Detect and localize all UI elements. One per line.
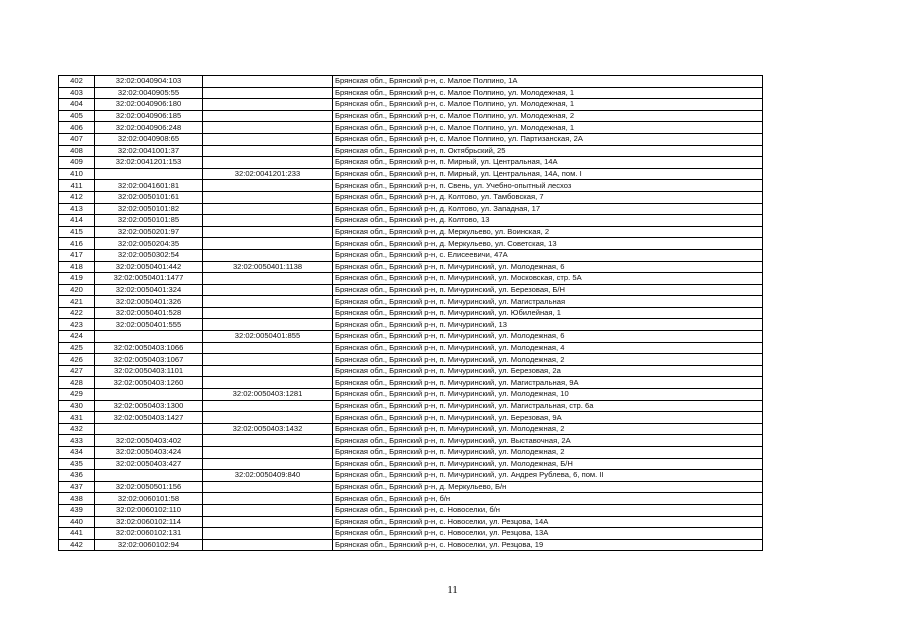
- table-row: [59, 133, 763, 145]
- row-number-cell: 405: [59, 110, 95, 122]
- row-number-cell: 441: [59, 528, 95, 540]
- table-row: [59, 481, 763, 493]
- address-cell: Брянская обл., Брянский р-н, п. Мичуринский, ул. Молодежная, 10: [333, 389, 763, 401]
- table-row: [59, 157, 763, 169]
- table-row: [59, 435, 763, 447]
- address-cell: Брянская обл., Брянский р-н, с. Малое Полпино, ул. Партизанская, 2А: [333, 133, 763, 145]
- related-cadastral-number-cell: [203, 122, 333, 134]
- row-number-cell: 430: [59, 400, 95, 412]
- address-cell: Брянская обл., Брянский р-н, с. Елисеевичи, 47А: [333, 249, 763, 261]
- related-cadastral-number-cell: [203, 400, 333, 412]
- cadastral-number-cell: 32:02:0050403:1067: [95, 354, 203, 366]
- table-row: [59, 389, 763, 401]
- row-number-cell: 413: [59, 203, 95, 215]
- row-number-cell: 412: [59, 191, 95, 203]
- address-cell: Брянская обл., Брянский р-н, д. Меркульево, ул. Советская, 13: [333, 238, 763, 250]
- related-cadastral-number-cell: [203, 110, 333, 122]
- row-number-cell: 416: [59, 238, 95, 250]
- table-row: [59, 412, 763, 424]
- related-cadastral-number-cell: [203, 528, 333, 540]
- related-cadastral-number-cell: [203, 516, 333, 528]
- table-row: [59, 458, 763, 470]
- address-cell: Брянская обл., Брянский р-н, п. Мичуринский, ул. Молодежная, 4: [333, 342, 763, 354]
- related-cadastral-number-cell: [203, 145, 333, 157]
- address-cell: Брянская обл., Брянский р-н, д. Колтово, ул. Западная, 17: [333, 203, 763, 215]
- table-row: [59, 423, 763, 435]
- row-number-cell: 415: [59, 226, 95, 238]
- table-row: [59, 539, 763, 551]
- cadastral-number-cell: 32:02:0041601:81: [95, 180, 203, 192]
- address-cell: Брянская обл., Брянский р-н, п. Мичуринский, ул. Молодежная, Б/Н: [333, 458, 763, 470]
- address-cell: Брянская обл., Брянский р-н, с. Малое Полпино, ул. Молодежная, 1: [333, 122, 763, 134]
- row-number-cell: 427: [59, 365, 95, 377]
- related-cadastral-number-cell: [203, 238, 333, 250]
- cadastral-number-cell: 32:02:0060101:58: [95, 493, 203, 505]
- related-cadastral-number-cell: [203, 180, 333, 192]
- address-cell: Брянская обл., Брянский р-н, п. Мичуринский, ул. Молодежная, 2: [333, 423, 763, 435]
- cadastral-number-cell: 32:02:0050403:1066: [95, 342, 203, 354]
- row-number-cell: 403: [59, 87, 95, 99]
- cadastral-number-cell: 32:02:0050401:326: [95, 296, 203, 308]
- row-number-cell: 404: [59, 99, 95, 111]
- related-cadastral-number-cell: [203, 412, 333, 424]
- address-cell: Брянская обл., Брянский р-н, д. Колтово, ул. Тамбовская, 7: [333, 191, 763, 203]
- related-cadastral-number-cell: [203, 215, 333, 227]
- row-number-cell: 428: [59, 377, 95, 389]
- address-cell: Брянская обл., Брянский р-н, п. Мичуринский, ул. Молодежная, 2: [333, 447, 763, 459]
- row-number-cell: 432: [59, 423, 95, 435]
- cadastral-number-cell: 32:02:0040905:55: [95, 87, 203, 99]
- cadastral-number-cell: 32:02:0050101:85: [95, 215, 203, 227]
- row-number-cell: 406: [59, 122, 95, 134]
- row-number-cell: 402: [59, 76, 95, 88]
- address-cell: Брянская обл., Брянский р-н, с. Малое Полпино, ул. Молодежная, 1: [333, 99, 763, 111]
- address-cell: Брянская обл., Брянский р-н, с. Новоселки, ул. Резцова, 19: [333, 539, 763, 551]
- address-cell: Брянская обл., Брянский р-н, с. Малое Полпино, ул. Молодежная, 2: [333, 110, 763, 122]
- table-row: [59, 307, 763, 319]
- registry-table-body: [59, 76, 763, 551]
- table-row: [59, 168, 763, 180]
- address-cell: Брянская обл., Брянский р-н, п. Мирный, ул. Центральная, 14А: [333, 157, 763, 169]
- related-cadastral-number-cell: [203, 284, 333, 296]
- table-row: [59, 145, 763, 157]
- address-cell: Брянская обл., Брянский р-н, п. Свень, ул. Учебно-опытный лесхоз: [333, 180, 763, 192]
- cadastral-number-cell: 32:02:0040906:180: [95, 99, 203, 111]
- row-number-cell: 438: [59, 493, 95, 505]
- cadastral-number-cell: 32:02:0050204:35: [95, 238, 203, 250]
- address-cell: Брянская обл., Брянский р-н, п. Мичуринский, ул. Березовая, 2а: [333, 365, 763, 377]
- cadastral-number-cell: 32:02:0060102:114: [95, 516, 203, 528]
- related-cadastral-number-cell: [203, 99, 333, 111]
- address-cell: Брянская обл., Брянский р-н, п. Мичуринский, ул. Молодежная, 2: [333, 354, 763, 366]
- cadastral-number-cell: 32:02:0050401:528: [95, 307, 203, 319]
- row-number-cell: 424: [59, 331, 95, 343]
- address-cell: Брянская обл., Брянский р-н, с. Малое Полпино, ул. Молодежная, 1: [333, 87, 763, 99]
- related-cadastral-number-cell: [203, 365, 333, 377]
- cadastral-number-cell: 32:02:0050401:442: [95, 261, 203, 273]
- row-number-cell: 422: [59, 307, 95, 319]
- related-cadastral-number-cell: [203, 307, 333, 319]
- cadastral-number-cell: 32:02:0040906:185: [95, 110, 203, 122]
- cadastral-number-cell: [95, 423, 203, 435]
- row-number-cell: 437: [59, 481, 95, 493]
- related-cadastral-number-cell: [203, 87, 333, 99]
- related-cadastral-number-cell: [203, 157, 333, 169]
- related-cadastral-number-cell: [203, 133, 333, 145]
- related-cadastral-number-cell: [203, 191, 333, 203]
- related-cadastral-number-cell: [203, 203, 333, 215]
- address-cell: Брянская обл., Брянский р-н, п. Мичуринский, ул. Выставочная, 2А: [333, 435, 763, 447]
- cadastral-number-cell: 32:02:0050401:324: [95, 284, 203, 296]
- cadastral-number-cell: 32:02:0060102:110: [95, 504, 203, 516]
- address-cell: Брянская обл., Брянский р-н, с. Новоселки, ул. Резцова, 14А: [333, 516, 763, 528]
- cadastral-number-cell: 32:02:0050403:402: [95, 435, 203, 447]
- table-row: [59, 400, 763, 412]
- cadastral-number-cell: 32:02:0041201:153: [95, 157, 203, 169]
- table-row: [59, 203, 763, 215]
- address-cell: Брянская обл., Брянский р-н, п. Мичуринский, ул. Магистральная, стр. 6а: [333, 400, 763, 412]
- address-cell: Брянская обл., Брянский р-н, д. Меркульево, ул. Воинская, 2: [333, 226, 763, 238]
- table-row: [59, 296, 763, 308]
- cadastral-number-cell: 32:02:0050201:97: [95, 226, 203, 238]
- related-cadastral-number-cell: 32:02:0041201:233: [203, 168, 333, 180]
- related-cadastral-number-cell: [203, 296, 333, 308]
- table-row: [59, 365, 763, 377]
- row-number-cell: 435: [59, 458, 95, 470]
- related-cadastral-number-cell: [203, 249, 333, 261]
- row-number-cell: 420: [59, 284, 95, 296]
- table-row: [59, 354, 763, 366]
- cadastral-number-cell: 32:02:0050101:82: [95, 203, 203, 215]
- table-row: [59, 331, 763, 343]
- row-number-cell: 410: [59, 168, 95, 180]
- row-number-cell: 407: [59, 133, 95, 145]
- related-cadastral-number-cell: [203, 354, 333, 366]
- cadastral-number-cell: 32:02:0050401:1477: [95, 273, 203, 285]
- address-cell: Брянская обл., Брянский р-н, б/н: [333, 493, 763, 505]
- related-cadastral-number-cell: [203, 273, 333, 285]
- row-number-cell: 419: [59, 273, 95, 285]
- cadastral-number-cell: 32:02:0050403:1427: [95, 412, 203, 424]
- table-row: [59, 516, 763, 528]
- table-row: [59, 470, 763, 482]
- related-cadastral-number-cell: [203, 458, 333, 470]
- address-cell: Брянская обл., Брянский р-н, д. Меркульево, Б/н: [333, 481, 763, 493]
- cadastral-number-cell: [95, 331, 203, 343]
- related-cadastral-number-cell: [203, 226, 333, 238]
- cadastral-number-cell: 32:02:0050501:156: [95, 481, 203, 493]
- table-row: [59, 249, 763, 261]
- address-cell: Брянская обл., Брянский р-н, п. Мичуринский, ул. Магистральная: [333, 296, 763, 308]
- address-cell: Брянская обл., Брянский р-н, п. Мичуринский, ул. Магистральная, 9А: [333, 377, 763, 389]
- address-cell: Брянская обл., Брянский р-н, с. Новоселки, б/н: [333, 504, 763, 516]
- address-cell: Брянская обл., Брянский р-н, с. Новоселки, ул. Резцова, 13А: [333, 528, 763, 540]
- cadastral-number-cell: 32:02:0050302:54: [95, 249, 203, 261]
- row-number-cell: 429: [59, 389, 95, 401]
- related-cadastral-number-cell: [203, 481, 333, 493]
- table-row: [59, 319, 763, 331]
- address-cell: Брянская обл., Брянский р-н, п. Мичуринский, ул. Андрея Рублева, 6, пом. II: [333, 470, 763, 482]
- related-cadastral-number-cell: 32:02:0050403:1432: [203, 423, 333, 435]
- table-row: [59, 215, 763, 227]
- address-cell: Брянская обл., Брянский р-н, п. Мичуринский, ул. Березовая, 9А: [333, 412, 763, 424]
- cadastral-number-cell: 32:02:0050101:61: [95, 191, 203, 203]
- row-number-cell: 425: [59, 342, 95, 354]
- related-cadastral-number-cell: [203, 504, 333, 516]
- row-number-cell: 411: [59, 180, 95, 192]
- row-number-cell: 409: [59, 157, 95, 169]
- cadastral-number-cell: 32:02:0050401:555: [95, 319, 203, 331]
- address-cell: Брянская обл., Брянский р-н, п. Мирный, ул. Центральная, 14А, пом. I: [333, 168, 763, 180]
- address-cell: Брянская обл., Брянский р-н, п. Октябрьский, 25: [333, 145, 763, 157]
- table-row: [59, 261, 763, 273]
- table-row: [59, 99, 763, 111]
- related-cadastral-number-cell: 32:02:0050401:1138: [203, 261, 333, 273]
- row-number-cell: 442: [59, 539, 95, 551]
- address-cell: Брянская обл., Брянский р-н, п. Мичуринский, ул. Юбилейная, 1: [333, 307, 763, 319]
- table-row: [59, 110, 763, 122]
- row-number-cell: 436: [59, 470, 95, 482]
- row-number-cell: 408: [59, 145, 95, 157]
- row-number-cell: 431: [59, 412, 95, 424]
- address-cell: Брянская обл., Брянский р-н, п. Мичуринский, ул. Московская, стр. 5А: [333, 273, 763, 285]
- address-cell: Брянская обл., Брянский р-н, п. Мичуринский, 13: [333, 319, 763, 331]
- address-cell: Брянская обл., Брянский р-н, п. Мичуринский, ул. Березовая, Б/Н: [333, 284, 763, 296]
- table-row: [59, 504, 763, 516]
- cadastral-number-cell: [95, 470, 203, 482]
- table-row: [59, 284, 763, 296]
- cadastral-number-cell: 32:02:0040908:65: [95, 133, 203, 145]
- row-number-cell: 423: [59, 319, 95, 331]
- cadastral-number-cell: 32:02:0041001:37: [95, 145, 203, 157]
- row-number-cell: 418: [59, 261, 95, 273]
- address-cell: Брянская обл., Брянский р-н, д. Колтово, 13: [333, 215, 763, 227]
- row-number-cell: 440: [59, 516, 95, 528]
- address-cell: Брянская обл., Брянский р-н, п. Мичуринский, ул. Молодежная, 6: [333, 261, 763, 273]
- table-row: [59, 87, 763, 99]
- table-row: [59, 342, 763, 354]
- cadastral-number-cell: 32:02:0050403:427: [95, 458, 203, 470]
- cadastral-number-cell: 32:02:0040904:103: [95, 76, 203, 88]
- related-cadastral-number-cell: [203, 342, 333, 354]
- table-row: [59, 238, 763, 250]
- related-cadastral-number-cell: [203, 435, 333, 447]
- row-number-cell: 439: [59, 504, 95, 516]
- table-row: [59, 180, 763, 192]
- cadastral-number-cell: 32:02:0060102:94: [95, 539, 203, 551]
- row-number-cell: 421: [59, 296, 95, 308]
- related-cadastral-number-cell: [203, 539, 333, 551]
- related-cadastral-number-cell: [203, 377, 333, 389]
- cadastral-number-cell: 32:02:0050403:1101: [95, 365, 203, 377]
- table-row: [59, 493, 763, 505]
- address-cell: Брянская обл., Брянский р-н, с. Малое Полпино, 1А: [333, 76, 763, 88]
- cadastral-number-cell: [95, 389, 203, 401]
- row-number-cell: 433: [59, 435, 95, 447]
- table-row: [59, 273, 763, 285]
- address-cell: Брянская обл., Брянский р-н, п. Мичуринский, ул. Молодежная, 6: [333, 331, 763, 343]
- row-number-cell: 417: [59, 249, 95, 261]
- cadastral-number-cell: 32:02:0050403:1260: [95, 377, 203, 389]
- cadastral-number-cell: 32:02:0040906:248: [95, 122, 203, 134]
- table-row: [59, 122, 763, 134]
- related-cadastral-number-cell: 32:02:0050403:1281: [203, 389, 333, 401]
- table-row: [59, 377, 763, 389]
- cadastral-number-cell: 32:02:0060102:131: [95, 528, 203, 540]
- row-number-cell: 434: [59, 447, 95, 459]
- cadastral-number-cell: 32:02:0050403:1300: [95, 400, 203, 412]
- page-number: 11: [447, 584, 458, 596]
- table-row: [59, 76, 763, 88]
- related-cadastral-number-cell: 32:02:0050401:855: [203, 331, 333, 343]
- table-row: [59, 226, 763, 238]
- registry-table: [58, 75, 763, 551]
- table-row: [59, 528, 763, 540]
- table-row: [59, 191, 763, 203]
- related-cadastral-number-cell: [203, 319, 333, 331]
- row-number-cell: 426: [59, 354, 95, 366]
- cadastral-number-cell: 32:02:0050403:424: [95, 447, 203, 459]
- related-cadastral-number-cell: 32:02:0050409:840: [203, 470, 333, 482]
- related-cadastral-number-cell: [203, 76, 333, 88]
- cadastral-number-cell: [95, 168, 203, 180]
- related-cadastral-number-cell: [203, 447, 333, 459]
- table-row: [59, 447, 763, 459]
- row-number-cell: 414: [59, 215, 95, 227]
- related-cadastral-number-cell: [203, 493, 333, 505]
